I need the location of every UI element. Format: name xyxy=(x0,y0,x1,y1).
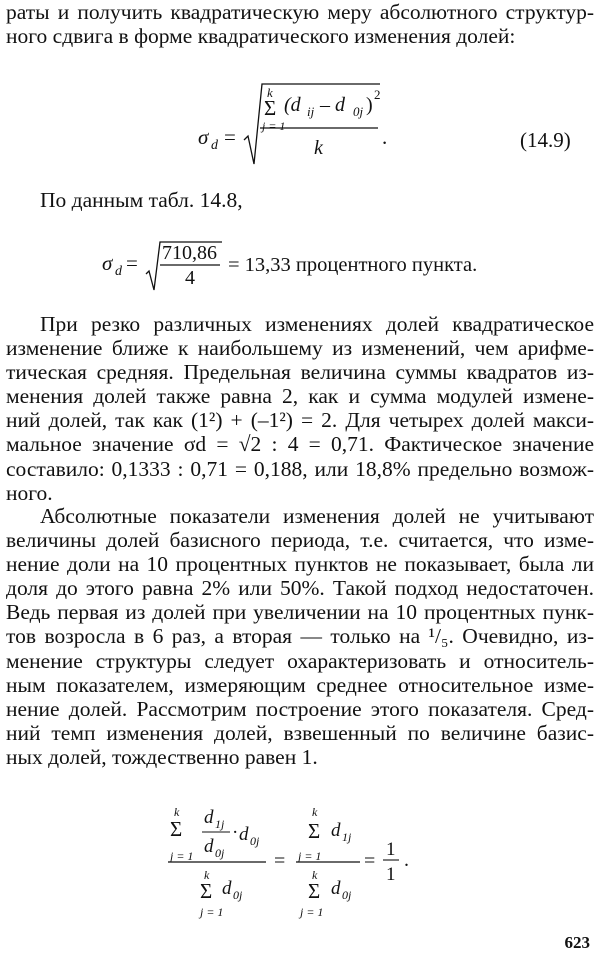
sum-sign: Σ xyxy=(264,96,277,120)
text-line: мальное значение σd = √2 : 4 = 0,71. Фактическое значение xyxy=(6,432,594,457)
sum-top: k xyxy=(267,85,273,100)
numeric-lhs-sub: d xyxy=(115,264,122,279)
text-line: нение долей. Рассмотрим построение этого показателя. Сред- xyxy=(6,696,594,721)
inner-den: d xyxy=(204,836,214,857)
mid-num-sub: 1j xyxy=(342,830,352,844)
mid-den-sum-bottom: j = 1 xyxy=(300,905,324,919)
paragraph-1 xyxy=(6,312,594,505)
text-line: тов возросла в 6 раз, а вторая — только на ¹/₅. Очевидно, из- xyxy=(6,624,594,649)
dot-operator: · xyxy=(232,822,239,843)
left-den-sum-top: k xyxy=(204,868,210,882)
term-sub-0j: 0j xyxy=(353,104,364,119)
mid-den-d: d xyxy=(331,878,341,899)
formula-end-period: . xyxy=(404,849,409,871)
numeric-numerator: 710,86 xyxy=(162,242,217,264)
text-line: менение структуры следует охарактеризовать и относитель- xyxy=(6,648,594,673)
text-line: Абсолютные показатели изменения долей не учитывают xyxy=(40,504,594,528)
mid-den-sum-top: k xyxy=(312,868,318,882)
text-line: Ведь первая из долей при увеличении на 10 процентных пунк- xyxy=(6,600,594,625)
formula-equals: = xyxy=(224,125,236,149)
mid-sum-bottom: j = 1 xyxy=(298,849,322,863)
formula-denominator: k xyxy=(314,137,323,159)
mid-text: По данным табл. 14.8, xyxy=(40,188,243,212)
formula-lhs: σ xyxy=(198,125,209,149)
mid-num-d: d xyxy=(331,820,341,841)
numeric-equals: = xyxy=(126,251,138,275)
text-line: ний долей, так как (1²) + (–1²) = 2. Для четырех долей макси- xyxy=(6,408,594,433)
term-open: (d xyxy=(284,94,301,116)
mid-den-sum-sign: Σ xyxy=(308,879,321,903)
text-line: нение доли на 10 процентных пунктов не показывает, была ли xyxy=(6,552,594,577)
text-line: ного. xyxy=(6,480,53,505)
formula-14-9 xyxy=(190,78,410,170)
paragraph-2 xyxy=(6,504,594,769)
numeric-lhs: σ xyxy=(102,251,113,275)
term-power: 2 xyxy=(374,87,381,102)
left-den-sum-bottom: j = 1 xyxy=(200,905,224,919)
text-line: величины долей базисного периода, т.е. считается, что изме- xyxy=(6,528,594,553)
term-sub-ij: ij xyxy=(307,104,315,119)
text-line: раты и получить квадратическую меру абсолютного структур- xyxy=(6,0,594,24)
text-line: ний темп изменения долей, взвешенный по величине базис- xyxy=(6,720,594,745)
weight-sub: 0j xyxy=(250,834,260,848)
mid-sum-sign: Σ xyxy=(308,819,321,843)
formula-bottom xyxy=(166,800,436,932)
mid-sum-top: k xyxy=(312,805,318,819)
equation-number: (14.9) xyxy=(520,128,571,152)
left-sum-sign: Σ xyxy=(170,817,183,841)
text-line: ным показателем, измеряющим среднее относительное изме- xyxy=(6,672,594,697)
left-den-d: d xyxy=(222,878,232,899)
text-line: изменение ближе к наибольшему из изменений, чем арифме- xyxy=(6,336,594,361)
inner-num-sub: 1j xyxy=(215,817,225,831)
weight: d xyxy=(239,824,249,845)
equals-1: = xyxy=(274,850,286,872)
one-numerator: 1 xyxy=(386,839,396,860)
text-line: ных долей, тождественно равен 1. xyxy=(6,744,318,769)
text-line: При резко различных изменениях долей квадратическое xyxy=(40,312,594,336)
equals-2: = xyxy=(364,850,376,872)
term-close: ) xyxy=(366,94,373,116)
numeric-result: = 13,33 процентного пункта. xyxy=(228,254,478,276)
left-sum-top: k xyxy=(174,805,180,819)
left-den-sub: 0j xyxy=(233,888,243,902)
page-number: 623 xyxy=(564,933,590,952)
inner-num: d xyxy=(204,807,214,828)
text-line: доля до этого равна 2% или 50%. Такой подход недостаточен. xyxy=(6,576,594,601)
formula-period: . xyxy=(382,125,388,149)
text-line: менения долей также равна 2, как и сумма модулей измене- xyxy=(6,384,594,409)
text-line: ного сдвига в форме квадратического изменения долей: xyxy=(6,24,516,49)
top-text xyxy=(6,0,594,48)
text-line: тическая средняя. Предельная величина суммы квадратов из- xyxy=(6,360,594,385)
sum-bottom: j = 1 xyxy=(262,119,286,133)
left-den-sum-sign: Σ xyxy=(200,879,213,903)
term-minus: – d xyxy=(320,94,345,116)
formula-lhs-sub: d xyxy=(211,138,218,153)
inner-den-sub: 0j xyxy=(215,846,225,860)
left-sum-bottom: j = 1 xyxy=(170,849,194,863)
one-denominator: 1 xyxy=(386,864,396,885)
numeric-denominator: 4 xyxy=(185,267,195,289)
text-line: составило: 0,1333 : 0,71 = 0,188, или 18,8% предельно возмож- xyxy=(6,456,594,481)
mid-den-sub: 0j xyxy=(342,888,352,902)
formula-numeric xyxy=(98,238,518,292)
